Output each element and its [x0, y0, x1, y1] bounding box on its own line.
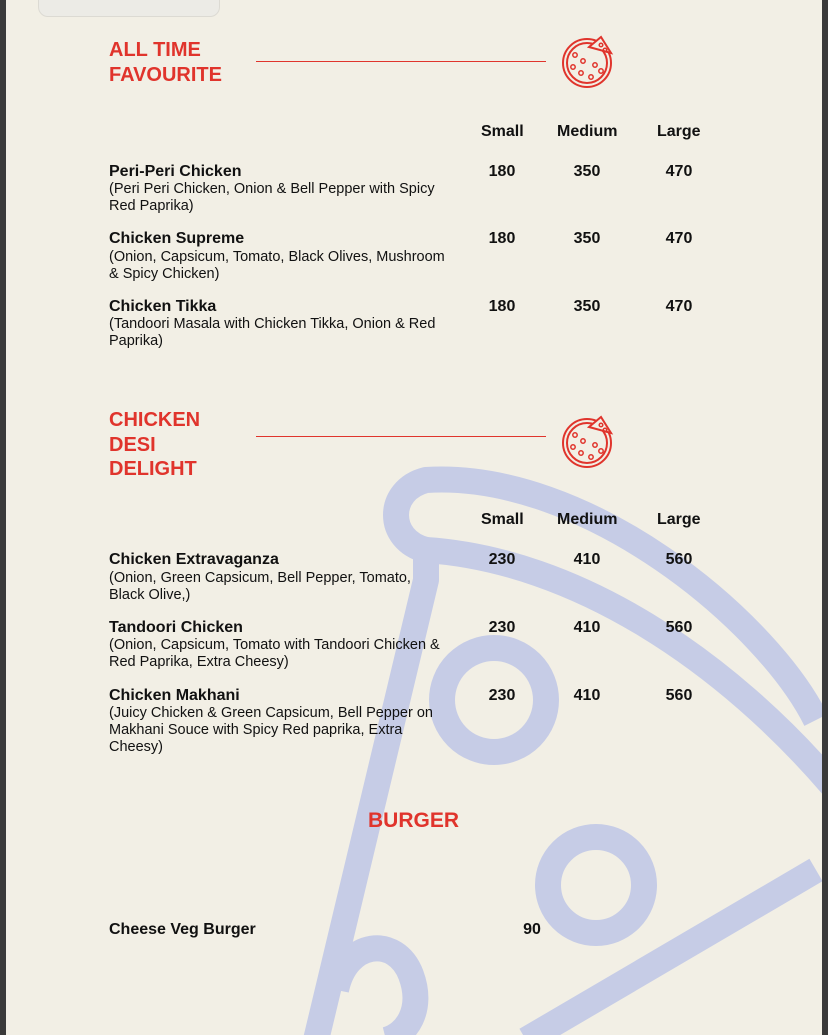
section-title-burger: BURGER — [368, 809, 460, 832]
section-title-line: FAVOURITE — [109, 63, 222, 86]
price-small: 180 — [488, 163, 516, 180]
menu-page — [6, 0, 822, 1035]
price-small: 230 — [488, 619, 516, 636]
column-header-small: Small — [481, 511, 524, 528]
section-divider — [256, 436, 546, 437]
price-large: 470 — [665, 298, 693, 315]
column-header-medium: Medium — [557, 511, 618, 528]
item-description: (Peri Peri Chicken, Onion & Bell Pepper with Spicy Red Paprika) — [109, 181, 435, 214]
price-medium: 350 — [573, 163, 601, 180]
price-medium: 410 — [573, 619, 601, 636]
price-large: 470 — [665, 163, 693, 180]
section-title-chicken-desi-delight — [109, 408, 200, 482]
column-header-medium: Medium — [557, 123, 618, 140]
price-medium: 410 — [573, 687, 601, 704]
price-medium: 350 — [573, 230, 601, 247]
item-name: Cheese Veg Burger — [109, 921, 256, 938]
item-description: (Juicy Chicken & Green Capsicum, Bell Pepper on Makhani Souce with Spicy Red paprika, Extra Cheesy) — [109, 705, 433, 755]
price-medium: 350 — [573, 298, 601, 315]
tab-stub — [38, 0, 220, 17]
price-large: 470 — [665, 230, 693, 247]
column-header-small: Small — [481, 123, 524, 140]
item-name: Peri-Peri Chicken — [109, 163, 242, 180]
item-name: Chicken Supreme — [109, 230, 245, 247]
price-large: 560 — [665, 551, 693, 568]
section-title-line: CHICKEN — [109, 409, 201, 431]
column-header-large: Large — [657, 123, 701, 140]
item-description: (Tandoori Masala with Chicken Tikka, Onion & Red Paprika) — [109, 316, 436, 349]
item-description: (Onion, Capsicum, Tomato, Black Olives, Mushroom & Spicy Chicken) — [109, 249, 445, 282]
item-name: Tandoori Chicken — [109, 619, 243, 636]
column-header-large: Large — [657, 511, 701, 528]
pizza-icon — [561, 415, 615, 469]
price-medium: 410 — [573, 551, 601, 568]
item-description: (Onion, Green Capsicum, Bell Pepper, Tomato, Black Olive,) — [109, 570, 411, 603]
price: 90 — [523, 921, 541, 938]
price-small: 230 — [488, 687, 516, 704]
price-large: 560 — [665, 619, 693, 636]
section-title-line: DESI — [109, 433, 156, 456]
item-name: Chicken Makhani — [109, 687, 240, 704]
pizza-icon — [561, 35, 615, 89]
item-name: Chicken Extravaganza — [109, 551, 279, 568]
section-title-all-time-favourite — [109, 38, 222, 87]
item-name: Chicken Tikka — [109, 298, 217, 315]
price-small: 180 — [488, 298, 516, 315]
price-small: 180 — [488, 230, 516, 247]
section-title-line: DELIGHT — [109, 458, 197, 480]
section-title-line: ALL TIME — [109, 39, 201, 61]
section-divider — [256, 61, 546, 62]
price-small: 230 — [488, 551, 516, 568]
price-large: 560 — [665, 687, 693, 704]
item-description: (Onion, Capsicum, Tomato with Tandoori Chicken & Red Paprika, Extra Cheesy) — [109, 637, 440, 670]
